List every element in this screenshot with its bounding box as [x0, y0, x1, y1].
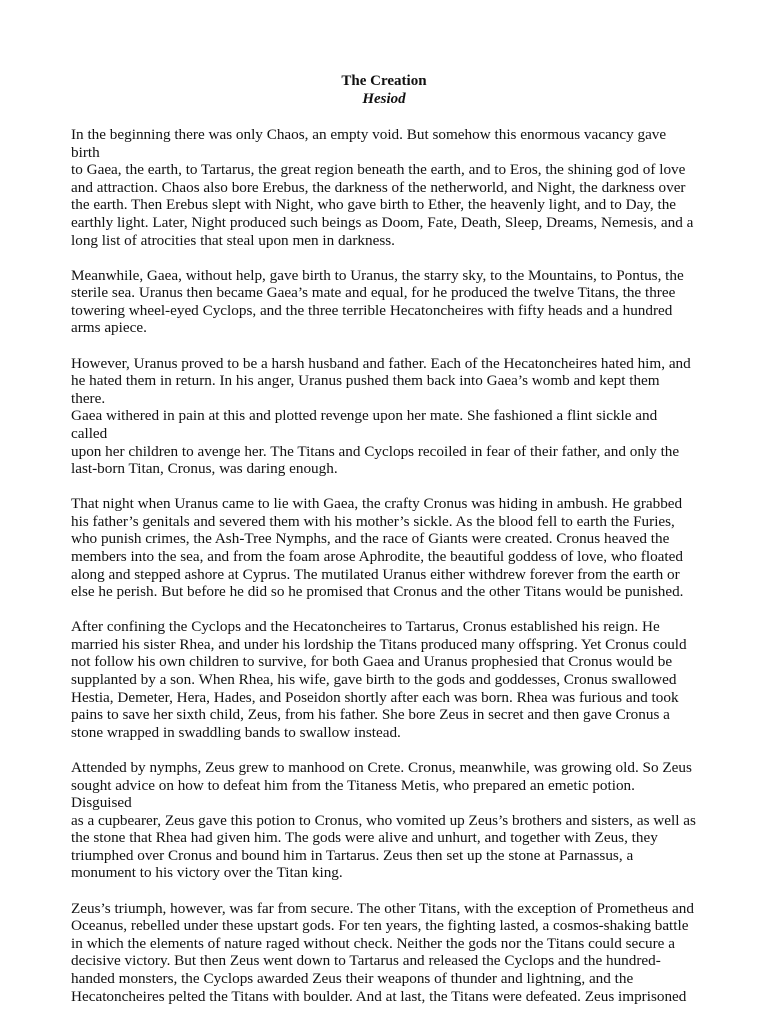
paragraph-5: After confining the Cyclops and the Hecatoncheires to Tartarus, Cronus established his reign. He married his sister Rhea, and under his lordship the Titans produced many offspring. Yet Cronus could not follow his own children to survive, for both Gaea and Uranus prophesied that Cronus would be supplanted by a son. When Rhea, his wife, gave birth to the gods and goddesses, Cronus swallowed Hestia, Demeter, Hera, Hades, and Poseidon shortly after each was born. Rhea was furious and took pains to save her sixth child, Zeus, from his father. She bore Zeus in secret and then gave Cronus a stone wrapped in swaddling bands to swallow instead.: [71, 618, 687, 741]
paragraph-6: Attended by nymphs, Zeus grew to manhood on Crete. Cronus, meanwhile, was growing old. So Zeus sought advice on how to defeat him from the Titaness Metis, who prepared an emetic potion. Disguised as a cupbearer, Zeus gave this potion to Cronus, who vomited up Zeus’s brothers and sisters, as well as the stone that Rhea had given him. The gods were alive and unhurt, and together with Zeus, they triumphed over Cronus and bound him in Tartarus. Zeus then set up the stone at Parnassus, a monument to his victory over the Titan king.: [71, 758, 696, 882]
document-title: The Creation: [341, 73, 427, 89]
paragraph-1: In the beginning there was only Chaos, an empty void. But somehow this enormous vacancy gave birth to Gaea, the earth, to Tartarus, the great region beneath the earth, and to Eros, the shining god of love and attraction. Chaos also bore Erebus, the darkness of the netherworld, and Night, the darkness over the earth. Then Erebus slept with Night, who gave birth to Ether, the heavenly light, and to Day, the earthly light. Later, Night produced such beings as Doom, Fate, Death, Sleep, Dreams, Nemesis, and a long list of atrocities that steal upon men in darkness.: [71, 126, 694, 249]
document-body: [71, 126, 697, 1023]
paragraph-2: Meanwhile, Gaea, without help, gave birth to Uranus, the starry sky, to the Mountains, to Pontus, the sterile sea. Uranus then became Gaea’s mate and equal, for he produced the twelve Titans, the three towering wheel-eyed Cyclops, and the three terrible Hecatoncheires with fifty heads and a hundred arms apiece.: [71, 266, 684, 337]
paragraph-7: Zeus’s triumph, however, was far from secure. The other Titans, with the exception of Prometheus and Oceanus, rebelled under these upstart gods. For ten years, the fighting lasted, a cosmos-shaking battle in which the elements of nature raged without check. Neither the gods nor the Titans could secure a decisive victory. But then Zeus went down to Tartarus and released the Cyclops and the hundred- handed monsters, the Cyclops awarded Zeus their weapons of thunder and lightning, and the Hecatoncheires pelted the Titans with boulder. And at last, the Titans were defeated. Zeus imprisoned: [71, 899, 694, 1005]
paragraph-4: That night when Uranus came to lie with Gaea, the crafty Cronus was hiding in ambush. He grabbed his father’s genitals and severed them with his mother’s sickle. As the blood fell to earth the Furies, who punish crimes, the Ash-Tree Nymphs, and the race of Giants were created. Cronus heaved the members into the sea, and from the foam arose Aphrodite, the beautiful goddess of love, who floated along and stepped ashore at Cyprus. The mutilated Uranus either withdrew forever from the earth or else he perish. But before he did so he promised that Cronus and the other Titans would be punished.: [71, 495, 684, 601]
document-author: Hesiod: [362, 91, 406, 107]
title-block: [0, 72, 768, 108]
paragraph-3: However, Uranus proved to be a harsh husband and father. Each of the Hecatoncheires hated him, and he hated them in return. In his anger, Uranus pushed them back into Gaea’s womb and kept them there. Gaea withered in pain at this and plotted revenge upon her mate. She fashioned a flint sickle and called upon her children to avenge her. The Titans and Cyclops recoiled in fear of their father, and only the last-born Titan, Cronus, was daring enough.: [71, 354, 691, 478]
